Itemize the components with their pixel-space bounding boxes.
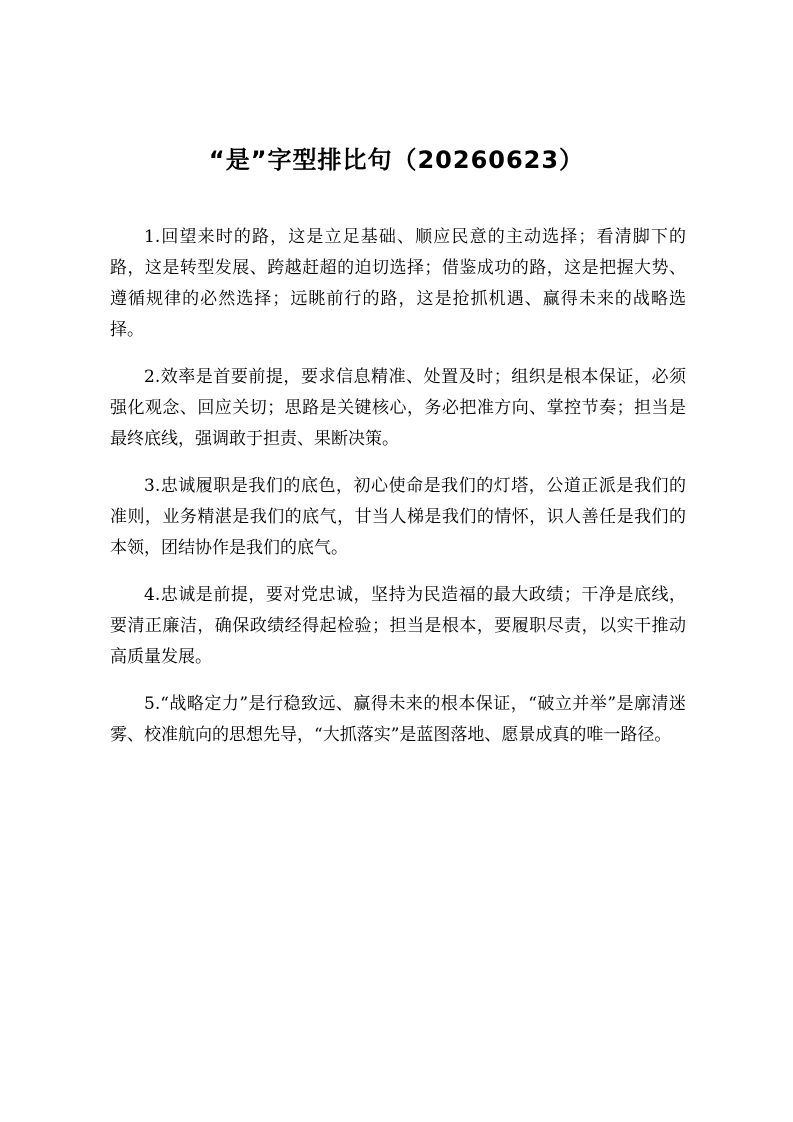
paragraph-3: 3.忠诚履职是我们的底色，初心使命是我们的灯塔，公道正派是我们的准则，业务精湛是我们的底气，甘当人梯是我们的情怀，识人善任是我们的本领，团结协作是我们的底气。 [110, 476, 686, 558]
paragraph-1: 1.回望来时的路，这是立足基础、顺应民意的主动选择；看清脚下的路，这是转型发展、跨越赶超的迫切选择；借鉴成功的路，这是把握大势、遵循规律的必然选择；远眺前行的路，这是抢抓机遇、赢得未来的战略选择。 [110, 227, 686, 340]
paragraph-5: 5.“战略定力”是行稳致远、赢得未来的根本保证，“破立并举”是廓清迷雾、校准航向的思想先导，“大抓落实”是蓝图落地、愿景成真的唯一路径。 [110, 694, 686, 745]
document-title: “是”字型排比句（20260623） [208, 146, 585, 174]
paragraph-2: 2.效率是首要前提，要求信息精准、处置及时；组织是根本保证，必须强化观念、回应关切；思路是关键核心，务必把准方向、掌控节奏；担当是最终底线，强调敢于担责、果断决策。 [110, 367, 686, 449]
paragraph-4: 4.忠诚是前提，要对党忠诚，坚持为民造福的最大政绩；干净是底线，要清正廉洁，确保政绩经得起检验；担当是根本，要履职尽责，以实干推动高质量发展。 [110, 585, 686, 667]
document-body [110, 222, 686, 767]
